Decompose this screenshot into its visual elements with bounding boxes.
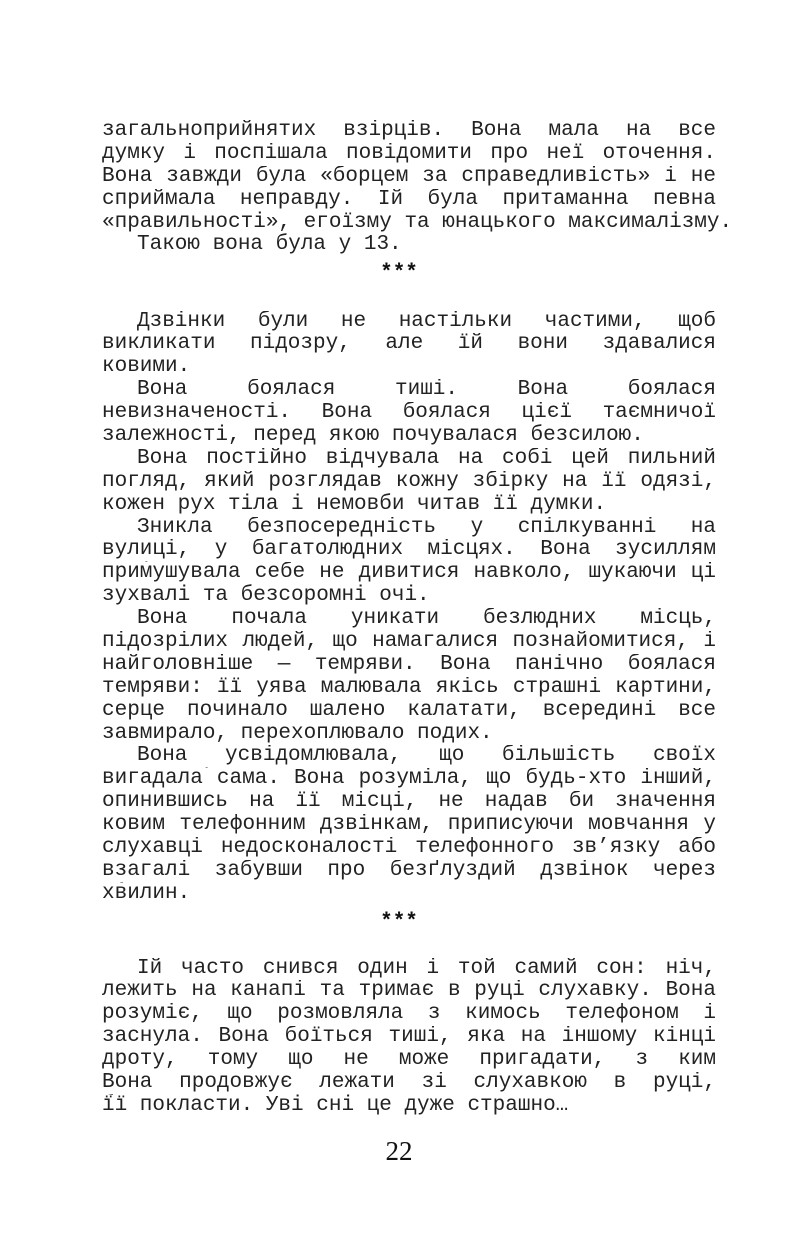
text-line: ковими. bbox=[102, 355, 191, 379]
text-line: Їй часто снився один і той самий сон: ніч, bbox=[137, 957, 716, 980]
text-section-1 bbox=[102, 120, 733, 257]
text-line: Вона завжди була «борцем за справедливість» і не bbox=[102, 165, 716, 188]
paragraph bbox=[102, 234, 716, 257]
text-line: примушувала себе не дивитися навколо, шукаючи ці bbox=[102, 562, 716, 585]
text-line: невизначеності. Вона боялася цієї таємничої bbox=[102, 402, 716, 425]
text-line: Вона продовжує лежати зі слухавкою в руці, bbox=[102, 1071, 716, 1094]
text-line: сприймала неправду. Їй була притаманна певна bbox=[102, 188, 716, 211]
paragraph bbox=[102, 311, 716, 380]
paragraph bbox=[102, 608, 716, 745]
text-line: серце починало шалено калатати, всередині все bbox=[102, 699, 716, 722]
text-line: Вона усвідомлювала, що більшість своїх bbox=[137, 745, 716, 768]
text-line: думку і поспішала повідомити про неї оточення. bbox=[102, 142, 716, 165]
paragraph bbox=[102, 120, 733, 234]
text-section-2 bbox=[102, 311, 716, 906]
text-line: хвилин. bbox=[102, 881, 191, 905]
text-line: темряви: її уява малювала якісь страшні картини, bbox=[102, 676, 716, 699]
text-line: ковим телефонним дзвінкам, приписуючи мовчання у bbox=[102, 814, 716, 837]
text-line: «правильності», егоїзму та юнацького максималізму. bbox=[102, 210, 733, 234]
text-line: завмирало, перехоплювало подих. bbox=[102, 721, 493, 745]
paragraph bbox=[102, 745, 716, 905]
text-line: слухавці недосконалості телефонного зв’язку або bbox=[102, 836, 716, 859]
text-line: взагалі забувши про безґлуздий дзвінок через bbox=[102, 859, 716, 882]
text-line: залежності, перед якою почувалася безсилою. bbox=[102, 423, 644, 447]
text-line: її покласти. Уві сні це дуже страшно… bbox=[102, 1093, 569, 1117]
text-line: лежить на канапі та тримає в руці слухавку. Вона bbox=[102, 980, 716, 1003]
text-line: Вона почала уникати безлюдних місць, bbox=[137, 608, 716, 631]
paragraph bbox=[102, 379, 716, 448]
text-line: заснула. Вона боїться тиші, яка на іншому кінці bbox=[102, 1026, 716, 1049]
text-line: вулиці, у багатолюдних місцях. Вона зусиллям bbox=[102, 539, 716, 562]
text-line: вигадала сама. Вона розуміла, що будь-хто інший, bbox=[102, 768, 716, 791]
text-line: підозрілих людей, що намагалися познайомитися, і bbox=[102, 630, 716, 653]
text-section-3 bbox=[102, 958, 716, 1118]
text-line: Такою вона була у 13. bbox=[137, 233, 402, 257]
text-line: викликати підозру, але їй вони здавалися bbox=[102, 333, 716, 356]
text-line: Дзвінки були не настільки частими, щоб bbox=[137, 310, 716, 333]
text-line: загальноприйнятих взірців. Вона мала на все bbox=[102, 120, 716, 142]
paragraph bbox=[102, 958, 716, 1118]
text-line: дроту, тому що не може пригадати, з ким bbox=[102, 1049, 716, 1072]
text-line: розуміє, що розмовляла з кимось телефоном і bbox=[102, 1003, 716, 1026]
paragraph bbox=[102, 448, 716, 517]
text-line: погляд, який розглядав кожну збірку на її одязі, bbox=[102, 470, 716, 493]
text-line: кожен рух тіла і немовби читав її думки. bbox=[102, 492, 607, 516]
section-separator: *** bbox=[380, 262, 418, 285]
paragraph bbox=[102, 517, 716, 609]
text-line: найголовніше — темряви. Вона панічно боялася bbox=[102, 653, 716, 676]
text-line: зухвалі та безсоромні очі. bbox=[102, 584, 430, 608]
text-line: опинившись на її місці, не надав би значення bbox=[102, 791, 716, 814]
page-number: 22 bbox=[385, 1136, 413, 1166]
section-separator: *** bbox=[380, 911, 418, 934]
text-line: Вона боялася тиші. Вона боялася bbox=[137, 379, 716, 402]
text-line: Вона постійно відчувала на собі цей пильний bbox=[137, 447, 716, 470]
text-line: Зникла безпосередність у спілкуванні на bbox=[137, 516, 716, 539]
